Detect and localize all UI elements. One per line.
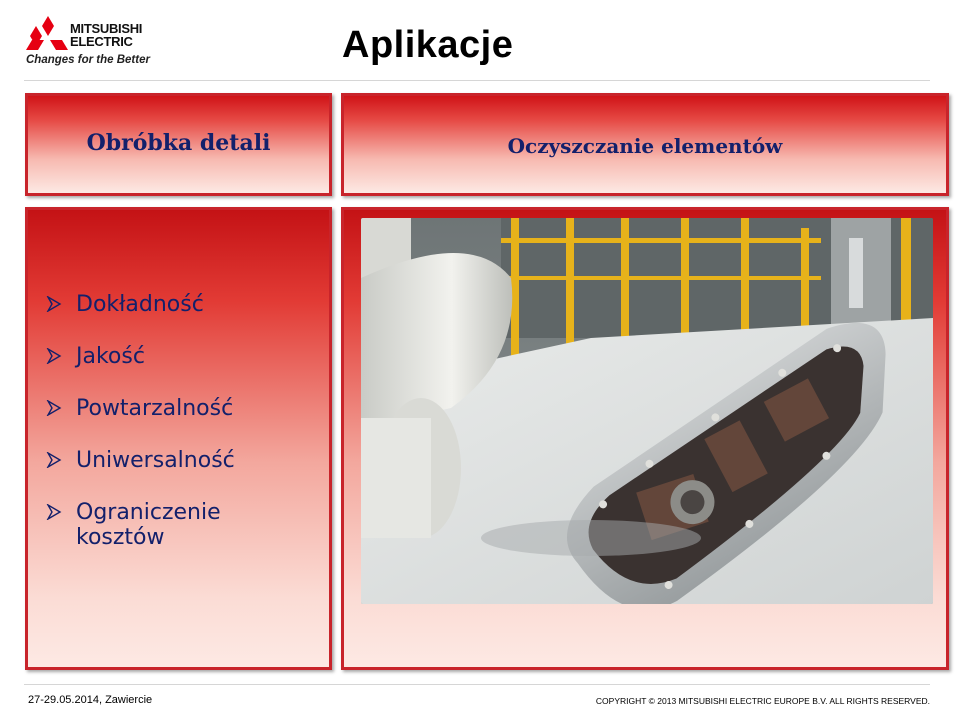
photo-illustration	[361, 218, 933, 604]
footer-date-location: 27-29.05.2014, Zawiercie	[28, 694, 153, 706]
bullet-item	[46, 500, 316, 550]
right-header-panel	[341, 93, 949, 196]
chevron-right-icon	[46, 400, 62, 416]
logo-tagline: Changes for the Better	[26, 54, 150, 66]
mitsubishi-three-diamonds-icon	[26, 16, 70, 56]
robot-cleaning-photo	[361, 218, 933, 604]
right-panel-title: Oczyszczanie elementów	[507, 134, 783, 158]
bullet-text: Powtarzalność	[76, 396, 234, 421]
bullet-panel	[25, 207, 332, 670]
bullet-item	[46, 396, 316, 421]
bullet-text: Dokładność	[76, 292, 204, 317]
bullet-list	[46, 292, 316, 577]
header-divider	[24, 80, 930, 81]
bullet-text: Jakość	[76, 344, 145, 369]
chevron-right-icon	[46, 452, 62, 468]
footer-divider	[24, 684, 930, 685]
logo-brand-line1: MITSUBISHI	[70, 21, 143, 36]
bullet-item	[46, 344, 316, 369]
bullet-item	[46, 292, 316, 317]
page-title: Aplikacje	[342, 24, 514, 66]
left-header-panel	[25, 93, 332, 196]
chevron-right-icon	[46, 296, 62, 312]
left-panel-title: Obróbka detali	[86, 130, 271, 156]
bullet-text: Ograniczenie kosztów	[76, 500, 221, 550]
bullet-item	[46, 448, 316, 473]
logo-brand-line2: ELECTRIC	[70, 34, 133, 49]
chevron-right-icon	[46, 504, 62, 520]
bullet-text: Uniwersalność	[76, 448, 235, 473]
footer-copyright: COPYRIGHT © 2013 MITSUBISHI ELECTRIC EUROPE B.V. ALL RIGHTS RESERVED.	[595, 696, 930, 706]
chevron-right-icon	[46, 348, 62, 364]
